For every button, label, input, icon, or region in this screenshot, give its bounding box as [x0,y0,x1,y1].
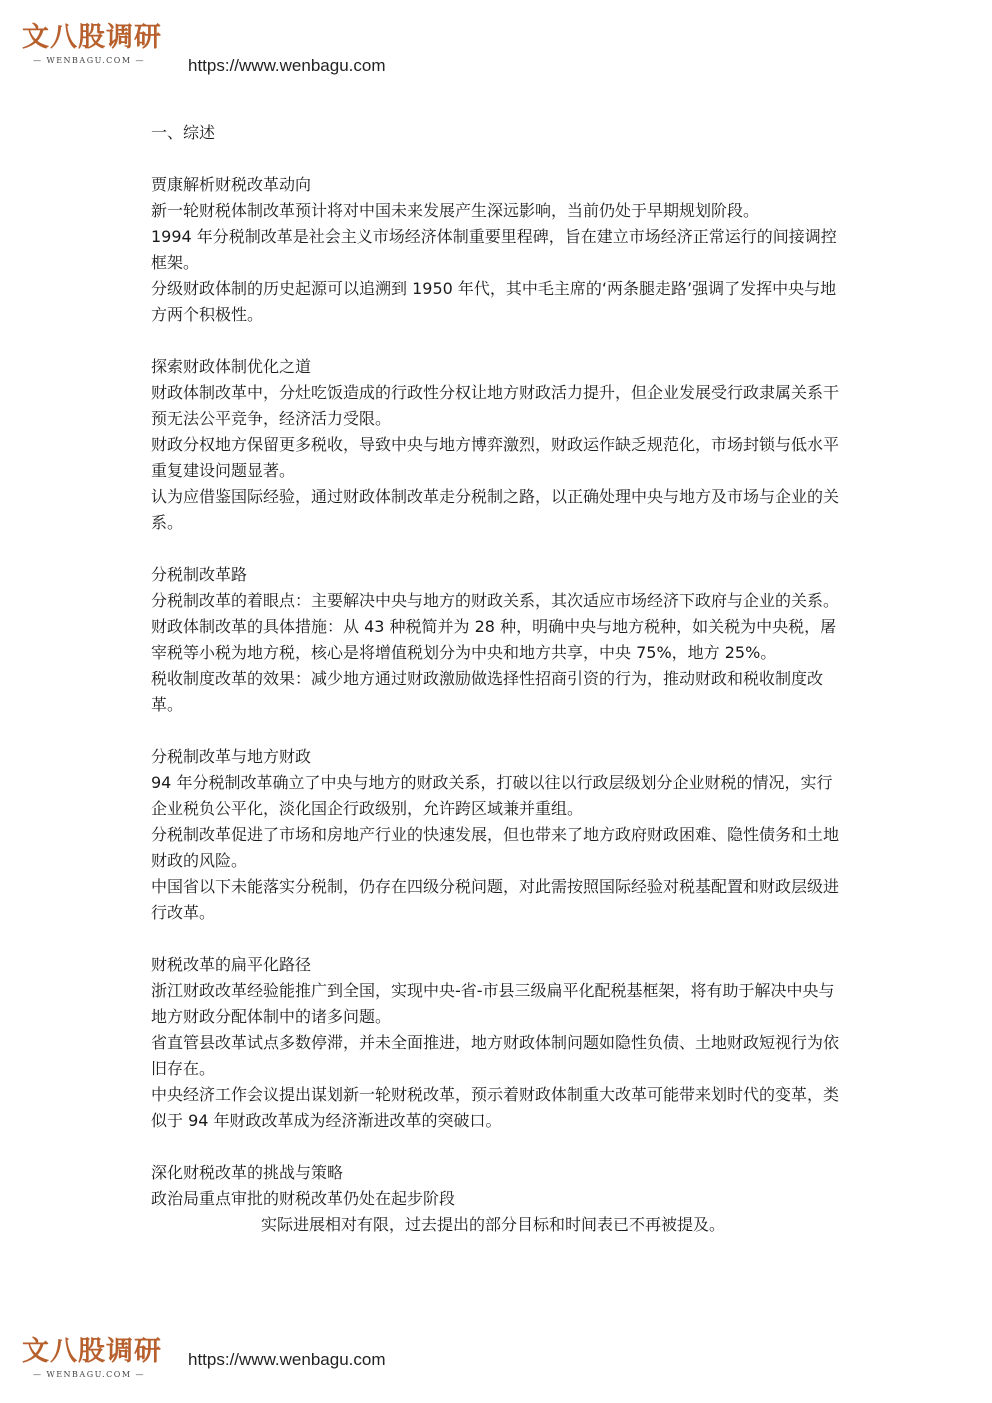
logo-subtitle: — WENBAGU.COM — [32,56,146,65]
section-title: 探索财政体制优化之道 [151,357,312,376]
footer-logo [22,1336,178,1380]
section-2 [151,354,846,536]
paragraph: 分税制改革促进了市场和房地产行业的快速发展，但也带来了地方政府财政困难、隐性债务和土地财政的风险。 [151,825,840,870]
paragraph: 分级财政体制的历史起源可以追溯到 1950 年代，其中毛主席的‘两条腿走路’强调了发挥中央与地方两个积极性。 [151,279,837,324]
paragraph: 1994 年分税制改革是社会主义市场经济体制重要里程碑，旨在建立市场经济正常运行的间接调控框架。 [151,227,837,272]
paragraph: 浙江财政改革经验能推广到全国，实现中央-省-市县三级扁平化配税基框架，将有助于解决中央与地方财政分配体制中的诸多问题。 [151,981,835,1026]
logo-subtitle: — WENBAGU.COM — [32,1370,146,1379]
section-1 [151,172,846,328]
paragraph: 认为应借鉴国际经验，通过财政体制改革走分税制之路，以正确处理中央与地方及市场与企业的关系。 [151,487,840,532]
logo-text: 文八股调研 [22,22,162,53]
paragraph: 税收制度改革的效果：减少地方通过财政激励做选择性招商引资的行为，推动财政和税收制度改革。 [151,669,824,714]
paragraph: 新一轮财税体制改革预计将对中国未来发展产生深远影响，当前仍处于早期规划阶段。 [151,201,760,220]
paragraph: 省直管县改革试点多数停滞，并未全面推进，地方财政体制问题如隐性负债、土地财政短视行为依旧存在。 [151,1033,840,1078]
document-body [151,120,846,1238]
section-title: 深化财税改革的挑战与策略 [151,1163,344,1182]
paragraph: 94 年分税制改革确立了中央与地方的财政关系，打破以往以行政层级划分企业财税的情况，实行企业税负公平化，淡化国企行政级别，允许跨区域兼并重组。 [151,773,833,818]
section-3 [151,562,846,718]
header-logo [22,22,178,66]
footer-url[interactable]: https://www.wenbagu.com [188,1350,386,1369]
indented-paragraph: 实际进展相对有限，过去提出的部分目标和时间表已不再被提及。 [261,1215,726,1234]
section-title: 分税制改革与地方财政 [151,747,312,766]
section-title: 分税制改革路 [151,565,248,584]
paragraph: 财政分权地方保留更多税收，导致中央与地方博弈激烈，财政运作缺乏规范化，市场封锁与低水平重复建设问题显著。 [151,435,840,480]
paragraph: 分税制改革的着眼点：主要解决中央与地方的财政关系，其次适应市场经济下政府与企业的关系。 [151,591,840,610]
paragraph: 中央经济工作会议提出谋划新一轮财税改革，预示着财政体制重大改革可能带来划时代的变革，类似于 94 年财政改革成为经济渐进改革的突破口。 [151,1085,840,1130]
header-url[interactable]: https://www.wenbagu.com [188,56,386,75]
section-4 [151,744,846,926]
section-6 [151,1160,846,1238]
section-title: 财税改革的扁平化路径 [151,955,312,974]
section-5 [151,952,846,1134]
paragraph: 财政体制改革中，分灶吃饭造成的行政性分权让地方财政活力提升，但企业发展受行政隶属关系干预无法公平竞争，经济活力受限。 [151,383,840,428]
intro-heading: 一、综述 [151,123,216,142]
paragraph: 中国省以下未能落实分税制，仍存在四级分税问题，对此需按照国际经验对税基配置和财政层级进行改革。 [151,877,840,922]
paragraph: 政治局重点审批的财税改革仍处在起步阶段 [151,1189,456,1208]
paragraph: 财政体制改革的具体措施：从 43 种税简并为 28 种，明确中央与地方税种，如关税为中央税，屠宰税等小税为地方税，核心是将增值税划分为中央和地方共享，中央 75%，地方 25%。 [151,617,837,662]
section-title: 贾康解析财税改革动向 [151,175,312,194]
logo-text: 文八股调研 [22,1336,162,1367]
